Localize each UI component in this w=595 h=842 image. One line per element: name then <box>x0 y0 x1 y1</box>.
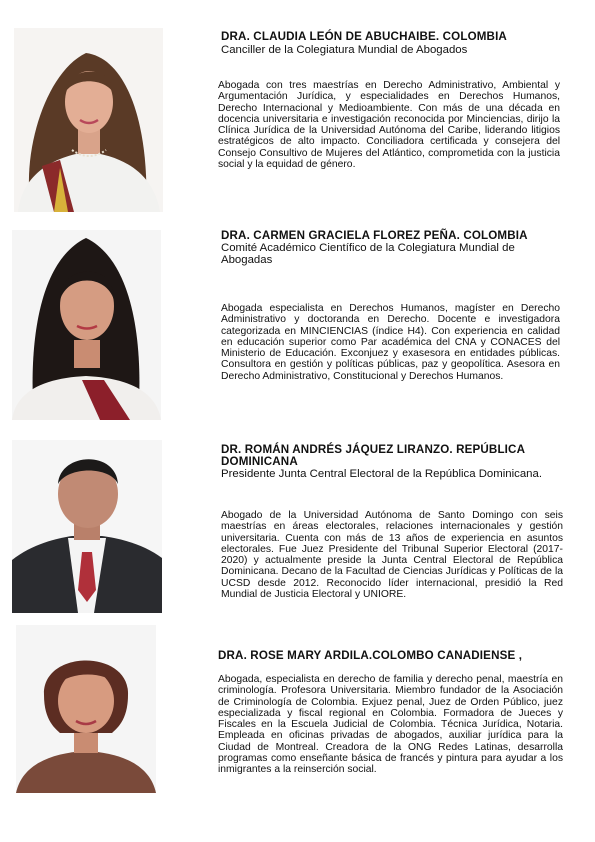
portrait-claudia-leon <box>14 28 163 212</box>
person-name: DRA. CARMEN GRACIELA FLOREZ PEÑA. COLOMBIA <box>221 229 528 242</box>
person-role: Canciller de la Colegiatura Mundial de Abogados <box>221 44 468 56</box>
portrait-rose-mary-ardila <box>16 625 156 793</box>
person-bio: Abogada con tres maestrías en Derecho Administrativo, Ambiental y Argumentación Jurídica, y especialidades en Derechos Humanos, Derecho Internacional y Medioambiente. Con más de una década en docencia universitaria e investigación reconocida por Minciencias, dirijo la Clínica Jurídica de la Universidad Autónoma del Caribe, liderando litigios estratégicos de alto impacto. Conciliadora certificada y consejera del Consejo Consultivo de Mujeres del Atlántico, comprometida con la justicia social y la equidad de género. <box>218 80 560 171</box>
person-name: DRA. ROSE MARY ARDILA.COLOMBO CANADIENSE , <box>218 649 523 662</box>
person-bio: Abogada especialista en Derechos Humanos, magíster en Derecho Administrativo y doctoranda en Derecho. Docente e investigadora categorizada en MINCIENCIAS (índice H4). Con experiencia en calidad en educación superior como Par académica del CNA y CONACES del Ministerio de Educación. Exconjuez y exasesora en entidades públicas. Consultora en gestión y políticas públicas, paz y geopolítica. Asesora en Derecho Administrativo, Constitucional y Derechos Humanos. <box>221 303 560 382</box>
person-bio: Abogado de la Universidad Autónoma de Santo Domingo con seis maestrías en áreas electorales, relaciones internacionales y gestión universitaria. Cuenta con más de 13 años de experiencia en asuntos electorales. Fue Juez Presidente del Tribunal Superior Electoral (2017-2020) y actualmente preside la Junta Central Electoral de República Dominicana. Decano de la Facultad de Ciencias Jurídicas y Políticas de la UCSD desde 2012. Reconocido líder internacional, presidió la Red Mundial de Justicia Electoral y UNIORE. <box>221 510 563 601</box>
portrait-roman-jaquez <box>12 440 162 613</box>
person-name: DR. ROMÁN ANDRÉS JÁQUEZ LIRANZO. REPÚBLICA DOMINICANA <box>221 443 525 468</box>
person-role: Presidente Junta Central Electoral de la República Dominicana. <box>221 468 543 480</box>
person-bio: Abogada, especialista en derecho de familia y derecho penal, maestría en criminología. Profesora Universitaria. Miembro fundador de la Asociación de Criminología de Colombia. Exjuez penal, Juez de Orden Público, juez especializada y fiscal regional en Colombia. Formadora de Jueces y Fiscales en la Escuela Judicial de Colombia. Técnica Jurídica, Notaria. Empleada en oficinas privadas de abogados, auxiliar jurídica para la Ciudad de Montreal. Creadora de la ONG Redes Latinas, desarrolla programas como enseñante básica de francés y pintura para ayudar a los inmigrantes a la reinserción social. <box>218 674 563 776</box>
portrait-carmen-florez <box>12 230 161 420</box>
person-name: DRA. CLAUDIA LEÓN DE ABUCHAIBE. COLOMBIA <box>221 30 507 43</box>
person-role: Comité Académico Científico de la Colegiatura Mundial de Abogadas <box>221 242 515 266</box>
